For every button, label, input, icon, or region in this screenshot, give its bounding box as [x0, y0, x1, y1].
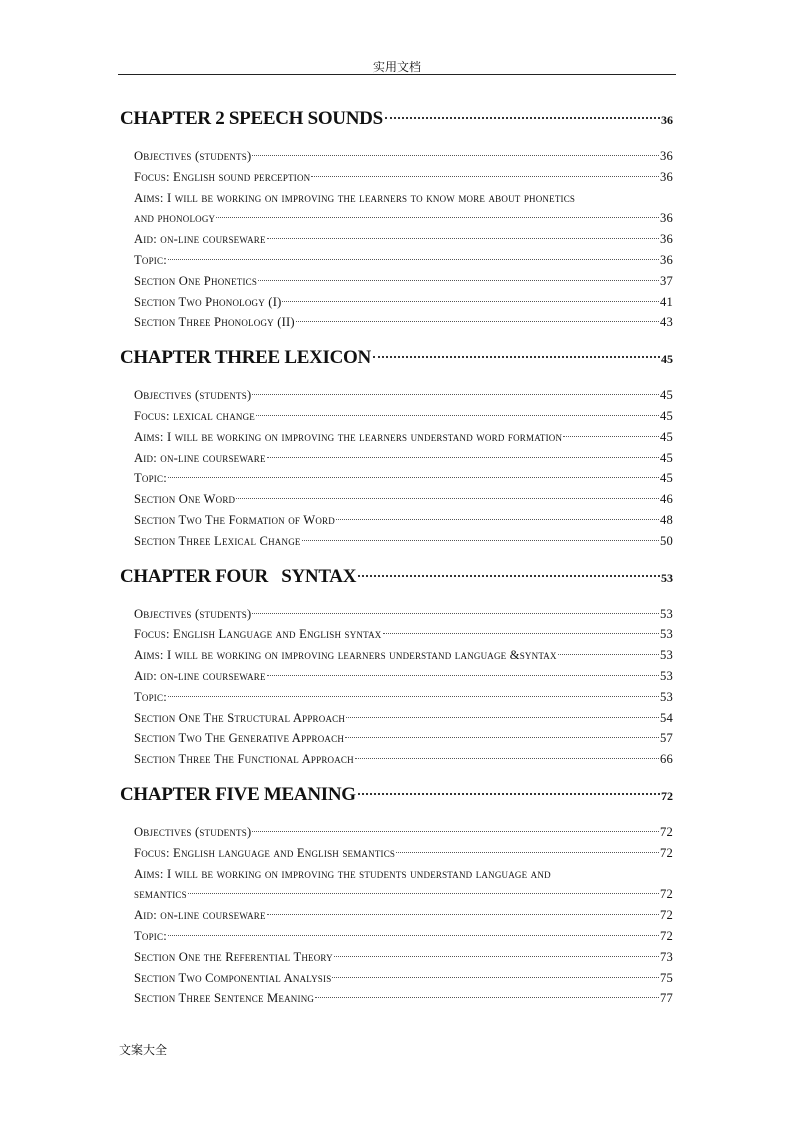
toc-entry[interactable] [134, 708, 673, 729]
dot-leader [346, 717, 659, 718]
page-header: 实用文档 [372, 60, 421, 74]
dot-leader [373, 356, 660, 358]
toc-entry[interactable] [134, 250, 673, 271]
chapter-heading[interactable] [120, 560, 673, 594]
toc-entry-page: 77 [660, 991, 673, 1006]
toc-entry-page: 53 [660, 668, 673, 683]
toc-entry-label-line1: Aims: I will be working on improving the learners to know more about phonetics [134, 190, 576, 205]
dot-leader [302, 540, 659, 541]
toc-entry-label: Objectives (students) [134, 824, 252, 839]
toc-entry-page: 36 [660, 169, 673, 184]
toc-entry-label: Objectives (students) [134, 606, 252, 621]
chapter-heading[interactable] [120, 341, 673, 375]
toc-entry[interactable] [134, 167, 673, 188]
toc-entry[interactable] [134, 905, 673, 926]
toc-entry-label: Objectives (students) [134, 388, 252, 403]
dot-leader [252, 155, 659, 156]
toc-entry-page: 46 [660, 492, 673, 507]
chapter-title: CHAPTER 2 SPEECH SOUNDS [120, 108, 383, 129]
toc-entry[interactable] [134, 510, 673, 531]
dot-leader [256, 415, 659, 416]
toc-entry[interactable] [134, 229, 673, 250]
toc-entry[interactable] [134, 188, 673, 230]
toc-entry[interactable] [134, 947, 673, 968]
toc-entry-label: Focus: English sound perception [134, 169, 311, 184]
toc-entry-page: 72 [660, 928, 673, 943]
dot-leader [252, 613, 659, 614]
chapter-entries [134, 146, 673, 333]
toc-entry[interactable] [134, 448, 673, 469]
dot-leader [396, 852, 659, 853]
toc-entry-page: 73 [660, 949, 673, 964]
toc-entry[interactable] [134, 531, 673, 552]
chapter-page-number: 72 [661, 788, 673, 803]
toc-entry[interactable] [134, 624, 673, 645]
toc-entry-page: 41 [660, 294, 673, 309]
toc-entry-label: Section One the Referential Theory [134, 949, 333, 964]
toc-entry-label: Section Three The Functional Approach [134, 752, 354, 767]
toc-entry[interactable] [134, 146, 673, 167]
toc-entry-label: Section Three Lexical Change [134, 533, 301, 548]
chapter-entries [134, 604, 673, 770]
toc-entry-page: 75 [660, 970, 673, 985]
toc-entry[interactable] [134, 926, 673, 947]
dot-leader [216, 217, 659, 218]
toc-entry-page: 72 [660, 824, 673, 839]
toc-entry-page: 53 [660, 606, 673, 621]
toc-entry-label-line1: Aims: I will be working on improving the students understand language and [134, 866, 551, 881]
toc-entry-label: Focus: English language and English semantics [134, 845, 396, 860]
toc-entry-page: 53 [660, 627, 673, 642]
toc-entry-label: Focus: English Language and English syntax [134, 627, 382, 642]
dot-leader [355, 758, 659, 759]
toc-entry-label: semantics [134, 887, 187, 902]
dot-leader [252, 394, 659, 395]
toc-entry-label: Aid: on-line courseware [134, 450, 266, 465]
toc-entry[interactable] [134, 728, 673, 749]
chapter-heading[interactable] [120, 102, 673, 136]
dot-leader [282, 301, 659, 302]
toc-entry-label: and phonology [134, 211, 216, 226]
toc-entry[interactable] [134, 843, 673, 864]
toc-entry-label: Section One Word [134, 492, 236, 507]
dot-leader [385, 117, 660, 119]
toc-entry[interactable] [134, 749, 673, 770]
toc-entry-page: 53 [660, 648, 673, 663]
toc-entry-page: 36 [660, 252, 673, 267]
dot-leader [336, 519, 659, 520]
toc-entry-label: Aid: on-line courseware [134, 908, 266, 923]
toc-entry-label: Topic: [134, 471, 167, 486]
toc-entry-page: 48 [660, 512, 673, 527]
toc-entry-label: Aid: on-line courseware [134, 668, 266, 683]
toc-entry[interactable] [134, 604, 673, 625]
dot-leader [332, 977, 659, 978]
chapter-title: CHAPTER FOUR SYNTAX [120, 565, 357, 587]
dot-leader [168, 696, 659, 697]
toc-entry-page: 37 [660, 273, 673, 288]
toc-entry-page: 72 [660, 908, 673, 923]
dot-leader [383, 633, 659, 634]
toc-entry-label: Section One Phonetics [134, 273, 258, 288]
toc-entry[interactable] [134, 312, 673, 333]
dot-leader [168, 477, 659, 478]
toc-entry-page: 36 [660, 149, 673, 163]
toc-entry-page: 53 [660, 689, 673, 704]
toc-entry[interactable] [134, 489, 673, 510]
chapter-entries [134, 822, 673, 1009]
toc-entry[interactable] [134, 666, 673, 687]
toc-entry-label: Section One The Structural Approach [134, 710, 346, 725]
table-of-contents [120, 102, 673, 1017]
toc-entry-page: 45 [660, 471, 673, 486]
toc-entry-page: 66 [660, 752, 673, 767]
toc-entry-page: 45 [660, 450, 673, 465]
toc-entry-label: Section Two The Generative Approach [134, 731, 345, 746]
toc-entry-label: Objectives (students) [134, 149, 252, 163]
dot-leader [168, 935, 659, 936]
chapter-title: CHAPTER FIVE MEANING [120, 783, 356, 805]
dot-leader [563, 436, 659, 437]
chapter-page-number: 45 [661, 352, 673, 367]
dot-leader [558, 654, 659, 655]
toc-entry-label: Focus: lexical change [134, 408, 255, 423]
toc-entry-label: Topic: [134, 689, 167, 704]
toc-entry-label: Section Two Phonology (I) [134, 294, 282, 309]
toc-entry-label: Section Two The Formation of Word [134, 512, 335, 527]
toc-entry[interactable] [134, 427, 673, 448]
toc-entry-page: 54 [660, 710, 673, 725]
dot-leader [358, 575, 660, 577]
dot-leader [358, 793, 660, 795]
chapter-page-number: 53 [661, 570, 673, 585]
chapter-title: CHAPTER THREE LEXICON [120, 347, 371, 369]
toc-entry-label: Aims: I will be working on improving learners understand language &syntax [134, 648, 557, 663]
toc-entry-label: Section Three Sentence Meaning [134, 991, 315, 1006]
chapter-heading[interactable] [120, 778, 673, 812]
toc-entry-label: Topic: [134, 252, 167, 267]
dot-leader [252, 831, 659, 832]
toc-entry-label: Section Three Phonology (II) [134, 315, 295, 330]
toc-entry[interactable] [134, 864, 673, 906]
dot-leader [188, 893, 659, 894]
dot-leader [267, 457, 659, 458]
header-rule [118, 74, 676, 75]
toc-entry[interactable] [134, 292, 673, 313]
toc-entry-page: 43 [660, 315, 673, 330]
toc-entry-page: 36 [660, 211, 673, 226]
dot-leader [236, 498, 659, 499]
toc-entry-page: 57 [660, 731, 673, 746]
toc-entry-page: 45 [660, 408, 673, 423]
dot-leader [258, 280, 659, 281]
toc-entry-label: Aims: I will be working on improving the learners understand word formation [134, 429, 563, 444]
chapter-page-number: 36 [661, 113, 673, 127]
dot-leader [267, 675, 659, 676]
toc-entry-label: Section Two Componential Analysis [134, 970, 332, 985]
dot-leader [168, 259, 659, 260]
dot-leader [296, 321, 659, 322]
toc-entry[interactable] [134, 271, 673, 292]
toc-entry-page: 72 [660, 845, 673, 860]
toc-entry-label: Aid: on-line courseware [134, 232, 266, 247]
chapter-entries [134, 385, 673, 551]
dot-leader [315, 997, 659, 998]
toc-entry[interactable] [134, 988, 673, 1009]
dot-leader [345, 737, 659, 738]
toc-entry-page: 50 [660, 533, 673, 548]
toc-entry[interactable] [134, 645, 673, 666]
toc-entry[interactable] [134, 468, 673, 489]
dot-leader [267, 914, 659, 915]
dot-leader [311, 176, 659, 177]
toc-entry-page: 45 [660, 388, 673, 403]
toc-entry-page: 45 [660, 429, 673, 444]
dot-leader [334, 956, 659, 957]
toc-entry[interactable] [134, 406, 673, 427]
toc-entry-page: 72 [660, 887, 673, 902]
toc-entry[interactable] [134, 687, 673, 708]
toc-entry[interactable] [134, 822, 673, 843]
toc-entry[interactable] [134, 968, 673, 989]
toc-entry-page: 36 [660, 232, 673, 247]
toc-entry-label: Topic: [134, 928, 167, 943]
toc-entry[interactable] [134, 385, 673, 406]
dot-leader [267, 238, 659, 239]
page-footer: 文案大全 [119, 1043, 168, 1057]
